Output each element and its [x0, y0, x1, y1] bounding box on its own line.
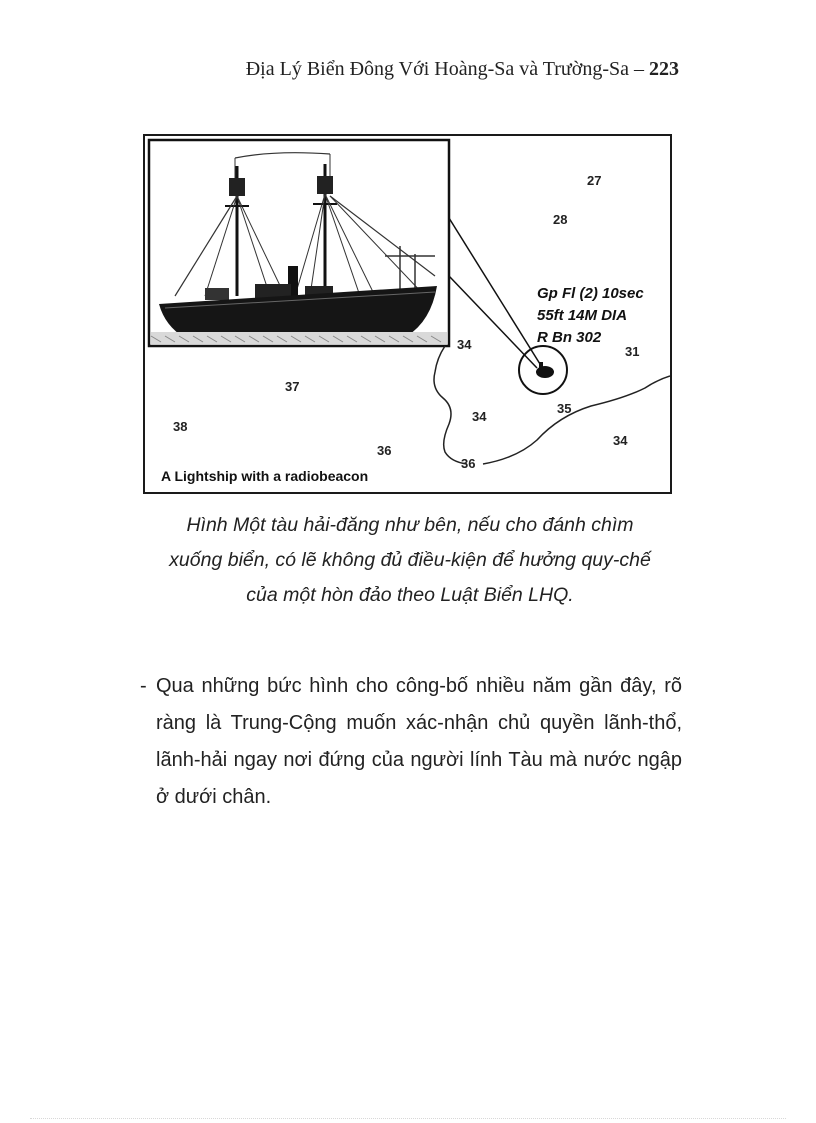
page-number: 223 — [649, 58, 679, 80]
depth-label: 34 — [457, 337, 472, 352]
chart-illustration — [145, 136, 670, 492]
ship-inset — [149, 140, 449, 346]
page-header — [246, 58, 679, 81]
depth-label: 28 — [553, 212, 568, 227]
running-title: Địa Lý Biển Đông Với Hoàng-Sa và Trường-Sa – — [245, 58, 649, 80]
map-label: A Lightship with a radiobeacon — [161, 468, 369, 484]
light-characteristic-1: Gp Fl (2) 10sec — [537, 285, 644, 302]
lightship-figure — [143, 134, 672, 494]
light-characteristic-3: R Bn 302 — [537, 329, 602, 346]
light-characteristic-2: 55ft 14M DIA — [537, 307, 628, 324]
depth-label: 34 — [472, 409, 487, 424]
bullet-paragraph — [140, 668, 682, 816]
depth-label: 36 — [461, 456, 476, 471]
depth-label: 31 — [625, 344, 640, 359]
depth-label: 34 — [613, 433, 628, 448]
footer-divider — [30, 1118, 786, 1119]
depth-label: 37 — [285, 379, 300, 394]
bullet-marker: - — [140, 675, 147, 697]
depth-label: 36 — [377, 443, 392, 458]
figure-caption: Hình Một tàu hải-đăng như bên, nếu cho đánh chìm xuống biển, có lẽ không đủ điều-kiện để hưởng quy-chế của một hòn đảo theo Luật Biển LHQ. — [169, 514, 651, 606]
depth-label: 35 — [557, 401, 572, 416]
depth-label: 38 — [173, 419, 188, 434]
bullet-text: Qua những bức hình cho công-bố nhiều năm gần đây, rõ ràng là Trung-Cộng muốn xác-nhận chủ quyền lãnh-thổ, lãnh-hải ngay nơi đứng của người lính Tàu mà nước ngập ở dưới chân. — [156, 675, 682, 808]
depth-label: 27 — [587, 173, 602, 188]
